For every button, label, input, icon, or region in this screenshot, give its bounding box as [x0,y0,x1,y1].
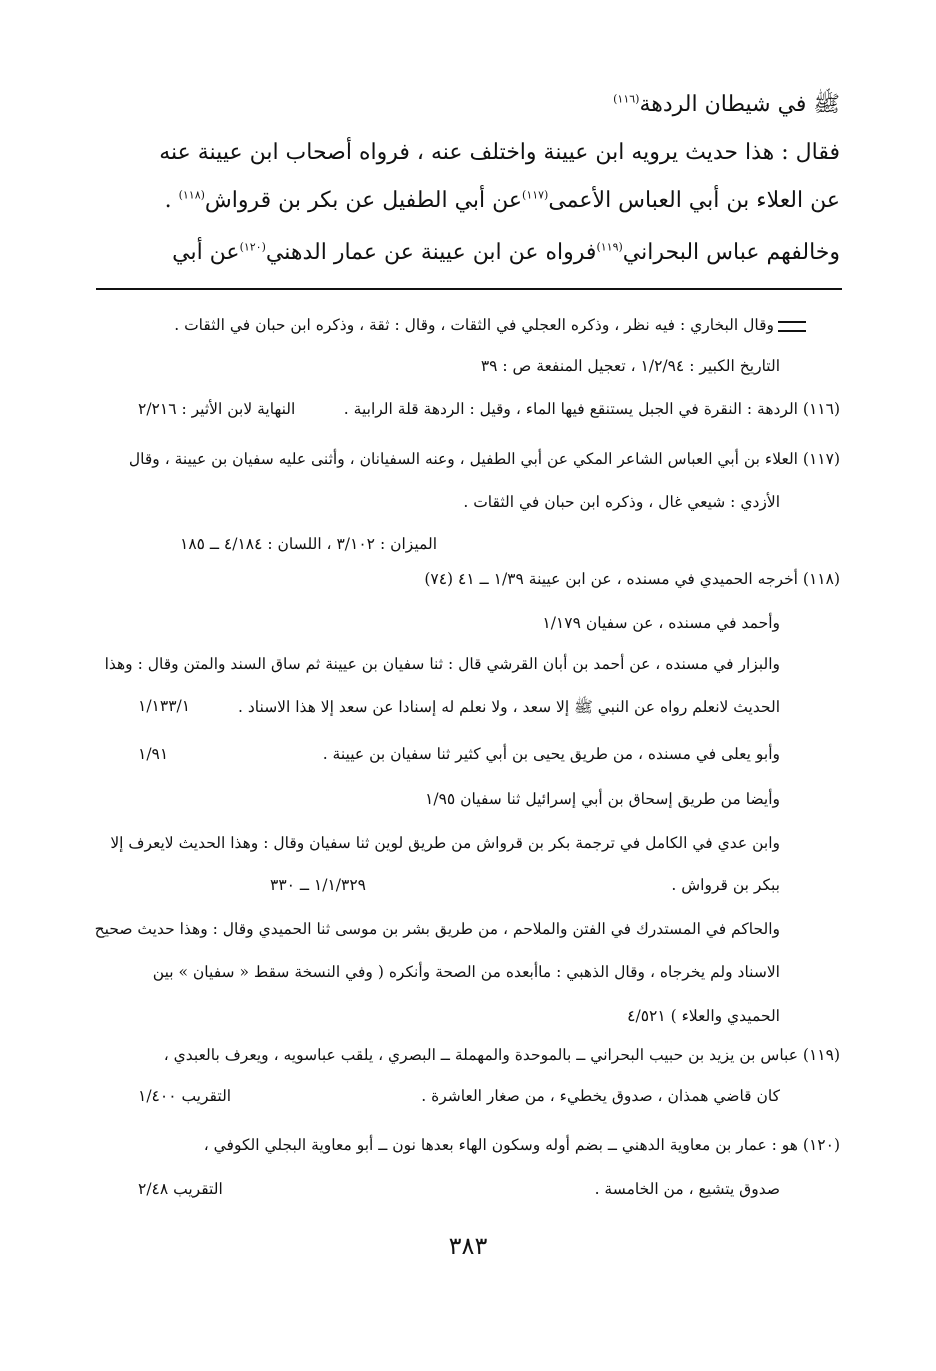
header-line [613,90,840,122]
footnote-118-line-10: الاسناد ولم يخرجاه ، وقال الذهبي : ماأبعده من الصحة وأنكره ( وفي النسخة سقط « سفيان » بين [152,963,780,981]
body-line-3-part-b: فرواه عن ابن عيينة عن عمار الدهني [265,240,597,265]
footnote-118-line-7: وابن عدي في الكامل في ترجمة بكر بن قرواش من طريق لوين ثنا سفيان وقال : وهذا الحديث لايعرف إلا [110,834,780,852]
footnote-118-line-8: ببكر بن قرواش . [671,876,780,894]
body-line-3-part-a: وخالفهم عباس البحراني [622,240,840,265]
footnote-ref-119: (١١٩) [596,240,623,254]
footnote-118-line-2: وأحمد في مسنده ، عن سفيان ١/١٧٩ [542,614,780,632]
footnote-118-line-3: والبزار في مسنده ، عن أحمد بن أبان القرشي قال : ثنا سفيان بن عيينة ثم ساق السند والمتن وقال : وهذا [104,655,780,673]
footnote-119-line-1: (١١٩) عباس بن يزيد بن حبيب البحراني ــ بالموحدة والمهملة ــ البصري ، يلقب عباسويه ، ويعرف بالعبدي ، [163,1046,840,1064]
footnote-separator [96,288,842,290]
footnote-continuation-1 [174,316,806,334]
footnote-120-line-2: صدوق يتشيع ، من الخامسة . [594,1180,780,1198]
body-line-3-part-c: عن أبي [172,240,240,265]
body-line-2-part-b: عن أبي الطفيل عن بكر بن قرواش [204,188,523,213]
footnote-117-reference: الميزان : ٣/١٠٢ ، اللسان : ٤/١٨٤ ــ ١٨٥ [180,535,438,553]
footnote-ref-116: (١١٦) [613,92,640,106]
footnote-ref-117: (١١٧) [522,188,549,202]
footnote-119-reference: التقريب ١/٤٠٠ [138,1087,232,1105]
body-line-1: فقال : هذا حديث يرويه ابن عيينة واختلف عنه ، فرواه أصحاب ابن عيينة عنه [159,140,840,165]
footnote-118-line-4-reference: ١/١٣٣/١ [138,697,191,715]
footnote-118-line-9: والحاكم في المستدرك في الفتن والملاحم ، من طريق بشر بن موسى ثنا الحميدي وقال : وهذا حديث صحيح [94,920,780,938]
body-line-2-part-a: عن العلاء بن أبي العباس الأعمى [548,188,840,213]
footnote-continuation-2: التاريخ الكبير : ١/٢/٩٤ ، تعجيل المنفعة ص : ٣٩ [480,357,780,375]
footnote-117-line-1: (١١٧) العلاء بن أبي العباس الشاعر المكي عن أبي الطفيل ، وعنه السفيانان ، وأثنى عليه سفيان بن عيينة ، وقال [128,450,840,468]
footnote-118-line-11: الحميدي والعلاء ) ٤/٥٢١ [627,1007,780,1025]
continuation-mark-icon [778,321,806,332]
footnote-ref-118: (١١٨) [178,188,205,202]
footnote-118-line-6: وأيضا من طريق إسحاق بن أبي إسرائيل ثنا سفيان ١/٩٥ [425,790,780,808]
footnote-118-line-4: الحديث لانعلم رواه عن النبي ﷺ إلا سعد ، ولا نعلم له إسنادا عن سعد إلا هذا الاسناد . [238,698,780,716]
footnote-120-line-1: (١٢٠) هو : عمار بن معاوية الدهني ــ بضم أوله وسكون الهاء بعدها نون ــ أبو معاوية البجلي الكوفي ، [203,1136,840,1154]
footnote-120-reference: التقريب ٢/٤٨ [138,1180,223,1198]
footnote-116: (١١٦) الردهة : النقرة في الجبل يستنقع فيها الماء ، وقيل : الردهة قلة الرابية . [343,400,840,418]
footnote-continuation-1-text: وقال البخاري : فيه نظر ، وذكره العجلي في الثقات ، وقال : ثقة ، وذكره ابن حبان في الثقات . [174,316,774,334]
footnote-119-line-2: كان قاضي همذان ، صدوق يخطيء ، من صغار العاشرة . [421,1087,780,1105]
footnote-117-line-2: الأزدي : شيعي غال ، وذكره ابن حبان في الثقات . [463,493,780,511]
footnote-118-line-5-reference: ١/٩١ [138,745,169,763]
header-text: ﷺ في شيطان الردهة [639,92,840,117]
footnote-118-line-8-reference: ١/١/٣٢٩ ــ ٣٣٠ [270,876,366,894]
footnote-116-reference: النهاية لابن الأثير : ٢/٢١٦ [138,400,296,418]
body-line-2-part-c: . [164,188,179,213]
footnote-ref-120: (١٢٠) [239,240,266,254]
page-number: ٣٨٣ [448,1232,488,1260]
body-line-2 [165,188,840,213]
footnote-118-line-5: وأبو يعلى في مسنده ، من طريق يحيى بن أبي كثير ثنا سفيان بن عيينة . [322,745,780,763]
footnote-118-line-1: (١١٨) أخرجه الحميدي في مسنده ، عن ابن عيينة ١/٣٩ ــ ٤١ (٧٤) [424,570,840,588]
body-line-3 [172,240,840,265]
